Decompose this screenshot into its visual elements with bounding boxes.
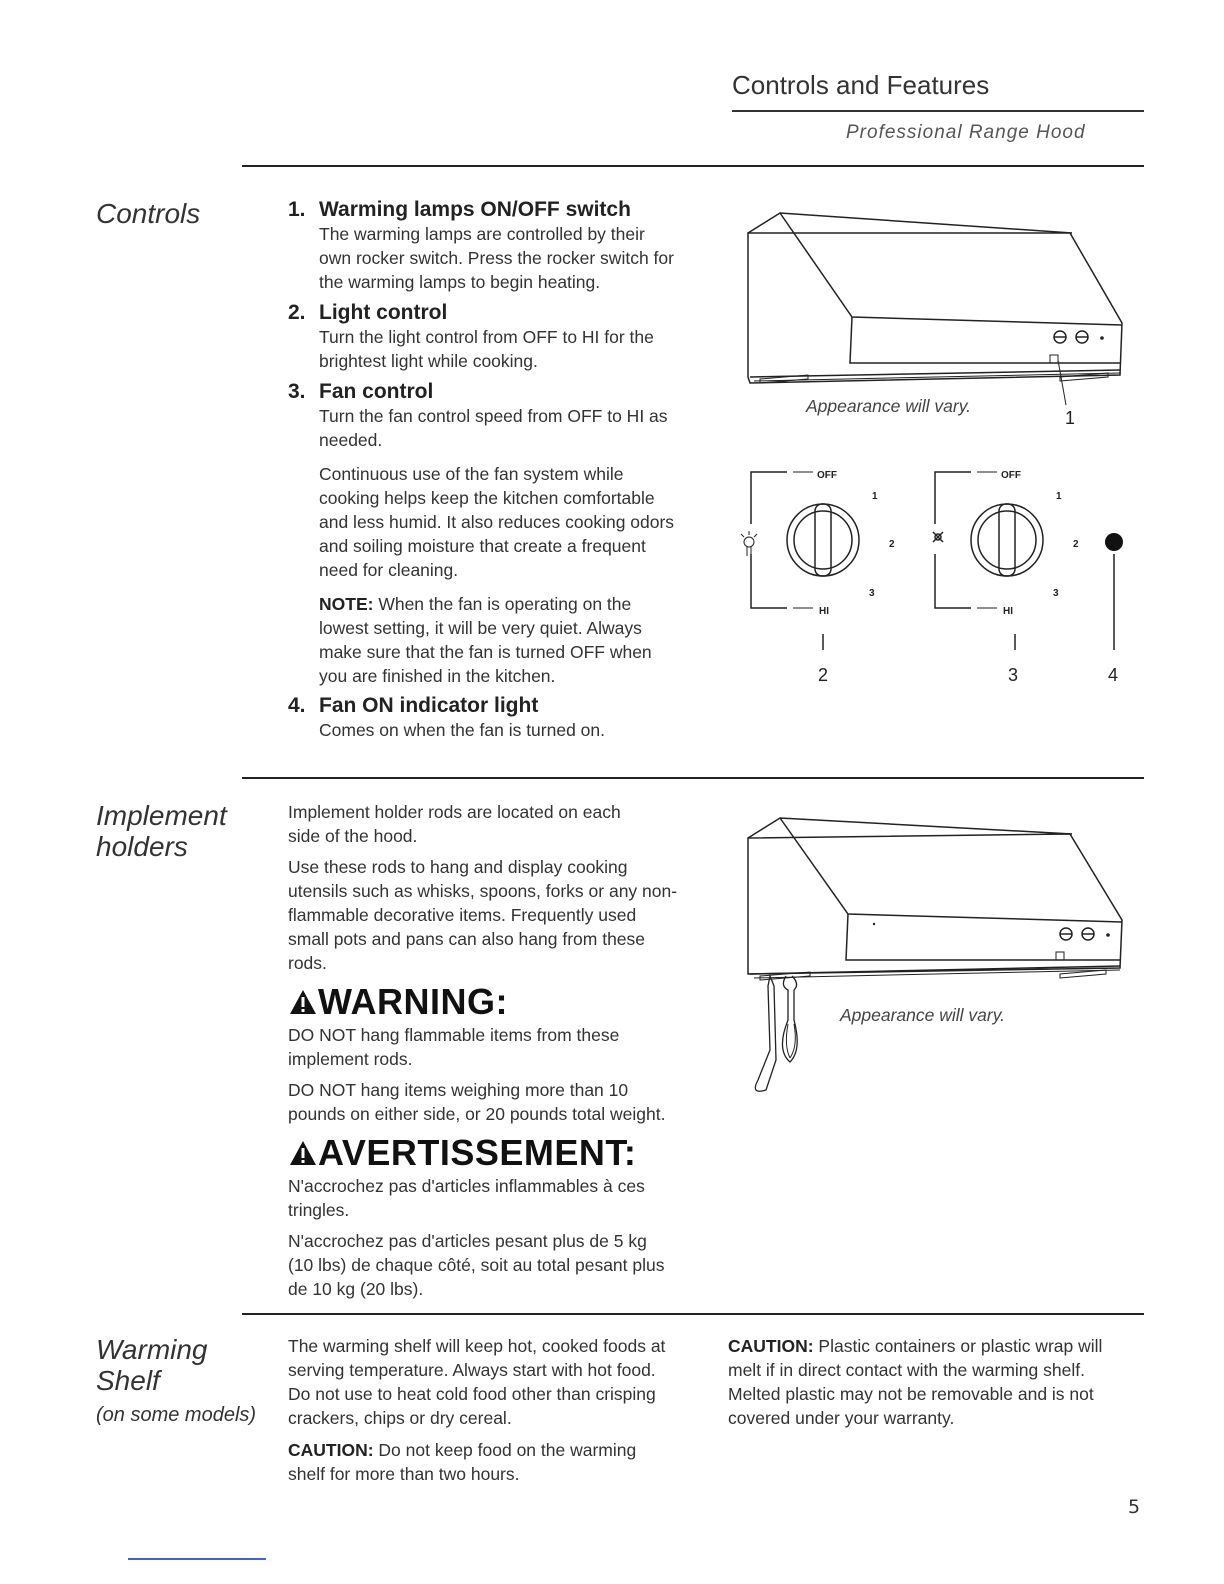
callout-number: 3 — [1008, 665, 1019, 685]
knob-label-1: 1 — [1056, 491, 1062, 502]
warning-icon — [288, 1139, 318, 1167]
warming-col-2 — [728, 1334, 1148, 1430]
header-divider — [732, 110, 1144, 112]
section-divider — [242, 165, 1144, 167]
avertissement-text: N'accrochez pas d'articles pesant plus de 5 kg (10 lbs) de chaque côté, soit au total pesant plus de 10 kg (20 lbs). — [288, 1231, 665, 1299]
control-item-text: The warming lamps are controlled by their own rocker switch. Press the rocker switch for the warming lamps to begin heating. — [319, 224, 674, 292]
warming-heading: Warming Shelf (on some models) — [96, 1334, 256, 1431]
figure-caption: Appearance will vary. — [840, 1005, 1006, 1025]
implement-paragraph: Implement holder rods are located on each side of the hood. — [288, 802, 621, 846]
warning-icon — [288, 988, 318, 1016]
knob-label-2: 2 — [1073, 539, 1079, 550]
warming-caution: CAUTION: Plastic containers or plastic wrap will melt if in direct contact with the warming shelf. Melted plastic may not be removable and is not covered under your warranty. — [728, 1336, 1103, 1428]
control-knobs-diagram — [735, 462, 1135, 674]
section-subtitle: Professional Range Hood — [846, 122, 1086, 143]
knob-label-off: OFF — [1001, 470, 1021, 481]
knob-label-hi: HI — [819, 606, 829, 617]
warming-paragraph: The warming shelf will keep hot, cooked foods at serving temperature. Always start with hot food. Do not use to heat cold food other than crisping crackers, chips or dry cereal. — [288, 1336, 666, 1428]
control-item-heading: 3. Fan control — [288, 380, 434, 403]
implement-heading: Implement holders — [96, 800, 227, 862]
callout-number: 2 — [818, 665, 829, 685]
link-underline[interactable] — [128, 1558, 266, 1560]
avertissement-heading: AVERTISSEMENT: — [288, 1134, 728, 1172]
control-item-text: Turn the fan control speed from OFF to HI as needed. — [319, 406, 668, 450]
warming-caution: CAUTION: Do not keep food on the warming shelf for more than two hours. — [288, 1440, 637, 1484]
control-item-text: Comes on when the fan is turned on. — [319, 720, 606, 740]
warning-text: DO NOT hang items weighing more than 10 pounds on either side, or 20 pounds total weight. — [288, 1080, 666, 1124]
knob-label-1: 1 — [872, 491, 878, 502]
implement-paragraph: Use these rods to hang and display cooking utensils such as whisks, spoons, forks or any non- flammable decorative items. Frequently used small pots and pans can also hang from these rods. — [288, 857, 678, 973]
knob-label-3: 3 — [869, 588, 875, 599]
range-hood-utensils-illustration — [740, 810, 1140, 1100]
section-title: Controls and Features — [732, 70, 990, 100]
fan-note: NOTE: When the fan is operating on the lowest setting, it will be very quiet. Always make sure that the fan is turned OFF when you are finished in the kitchen. — [319, 594, 652, 686]
callout-number: 4 — [1108, 665, 1119, 685]
page-number: 5 — [1128, 1496, 1141, 1518]
warming-col-1 — [288, 1334, 718, 1486]
section-divider — [242, 777, 1144, 779]
avertissement-text: N'accrochez pas d'articles inflammables à ces tringles. — [288, 1176, 645, 1220]
knob-label-off: OFF — [817, 470, 837, 481]
controls-list — [288, 198, 728, 742]
warming-subheading: (on some models) — [96, 1404, 257, 1426]
control-item-heading: 2. Light control — [288, 301, 448, 324]
fan-paragraph: Continuous use of the fan system while cooking helps keep the kitchen comfortable and less humid. It also reduces cooking odors and soiling moisture that create a frequent need for cleaning. — [319, 464, 675, 580]
callout-number: 1 — [1065, 408, 1076, 428]
implement-content — [288, 800, 728, 1301]
knob-label-hi: HI — [1003, 606, 1013, 617]
controls-heading: Controls — [96, 198, 201, 229]
control-item-heading: 1. Warming lamps ON/OFF switch — [288, 198, 631, 221]
knob-label-3: 3 — [1053, 588, 1059, 599]
warning-heading: WARNING: — [288, 983, 728, 1021]
figure-caption: Appearance will vary. — [806, 396, 972, 416]
control-item-heading: 4. Fan ON indicator light — [288, 694, 539, 717]
control-item-text: Turn the light control from OFF to HI for the brightest light while cooking. — [319, 327, 654, 371]
knob-label-2: 2 — [889, 539, 895, 550]
section-divider — [242, 1313, 1144, 1315]
warning-text: DO NOT hang flammable items from these implement rods. — [288, 1025, 620, 1069]
